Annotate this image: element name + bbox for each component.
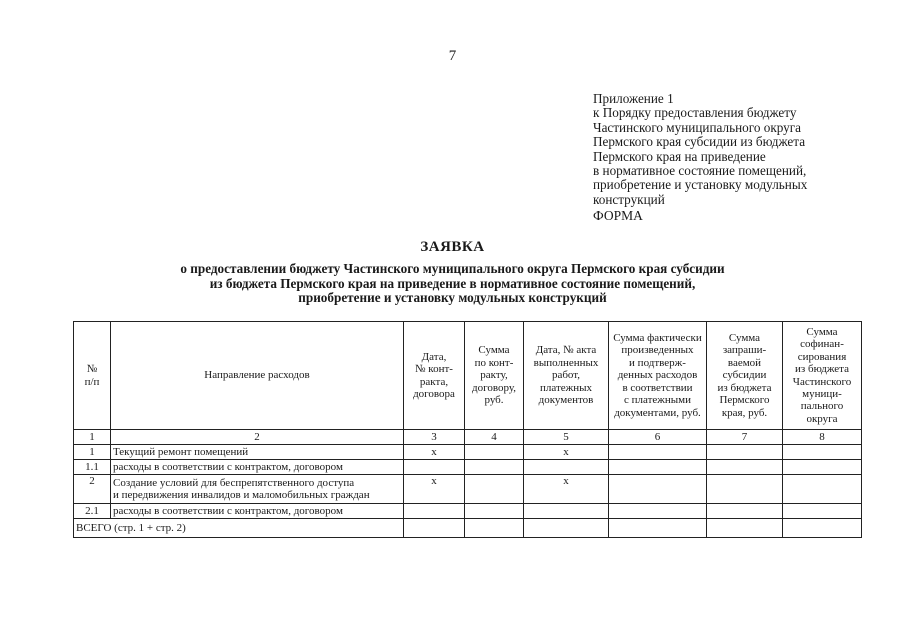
- row-cell: [707, 519, 783, 538]
- row-number: 2.1: [74, 504, 111, 519]
- row-cell: x: [524, 475, 609, 504]
- row-cell: [465, 504, 524, 519]
- column-number: 7: [707, 430, 783, 445]
- column-number: 8: [783, 430, 862, 445]
- column-number: 1: [74, 430, 111, 445]
- row-cell: [707, 475, 783, 504]
- appendix-line: к Порядку предоставления бюджету: [593, 105, 797, 121]
- column-number: 6: [609, 430, 707, 445]
- subtitle-line: из бюджета Пермского края на приведение в нормативное состояние помещений,: [209, 275, 696, 291]
- column-number: 2: [111, 430, 404, 445]
- table-row: [74, 475, 862, 504]
- header-cell-requested-subsidy: Сумма запраши- ваемой субсидии из бюджета Пермского края, руб.: [707, 322, 783, 430]
- row-cell: [524, 460, 609, 475]
- row-number: 1.1: [74, 460, 111, 475]
- form-label: ФОРМА: [593, 208, 643, 223]
- row-cell: x: [524, 445, 609, 460]
- column-number: 3: [404, 430, 465, 445]
- header-cell-actual-expenses: Сумма фактически произведенных и подтверж- денных расходов в соответствии с платежными документами, руб.: [609, 322, 707, 430]
- column-number: 5: [524, 430, 609, 445]
- row-direction: расходы в соответствии с контрактом, договором: [111, 504, 404, 519]
- row-cell: [465, 475, 524, 504]
- row-direction: расходы в соответствии с контрактом, договором: [111, 460, 404, 475]
- header-cell-number: № п/п: [74, 322, 111, 430]
- row-cell: [783, 475, 862, 504]
- row-cell: [524, 504, 609, 519]
- column-number: 4: [465, 430, 524, 445]
- table-row: [74, 445, 862, 460]
- row-cell: x: [404, 445, 465, 460]
- table-row: [74, 504, 862, 519]
- appendix-line: приобретение и установку модульных: [593, 177, 808, 193]
- row-direction: Текущий ремонт помещений: [111, 445, 404, 460]
- table-header-row: [74, 322, 862, 430]
- row-cell: x: [404, 475, 465, 504]
- header-cell-act-date: Дата, № акта выполненных работ, платежных документов: [524, 322, 609, 430]
- row-cell: [609, 519, 707, 538]
- document-title: ЗАЯВКА: [420, 239, 485, 255]
- row-cell: [783, 460, 862, 475]
- total-label: ВСЕГО (стр. 1 + стр. 2): [74, 519, 404, 538]
- header-cell-cofinancing: Сумма софинан- сирования из бюджета Частинского муници- пального округа: [783, 322, 862, 430]
- header-cell-contract-sum: Сумма по конт- ракту, договору, руб.: [465, 322, 524, 430]
- row-cell: [707, 445, 783, 460]
- row-number: 2: [74, 475, 111, 504]
- application-table: [73, 321, 862, 538]
- row-cell: [609, 504, 707, 519]
- document-subtitle: [0, 262, 905, 306]
- appendix-line: в нормативное состояние помещений,: [593, 163, 807, 179]
- table-row: [74, 460, 862, 475]
- row-cell: [707, 460, 783, 475]
- row-cell: [783, 504, 862, 519]
- appendix-line: Приложение 1: [593, 91, 674, 106]
- page-number: 7: [448, 48, 457, 64]
- row-cell: [404, 504, 465, 519]
- subtitle-line: о предоставлении бюджету Частинского муниципального округа Пермского края субсидии: [180, 261, 725, 276]
- appendix-line: Пермского края субсидии из бюджета: [593, 134, 806, 150]
- header-cell-contract-date: Дата, № конт- ракта, договора: [404, 322, 465, 430]
- row-cell: [609, 460, 707, 475]
- total-row: [74, 519, 862, 538]
- appendix-line: Частинского муниципального округа: [593, 119, 801, 135]
- row-cell: [404, 519, 465, 538]
- row-direction: Создание условий для беспрепятственного доступа и передвижения инвалидов и маломобильных граждан: [111, 475, 404, 504]
- subtitle-line: приобретение и установку модульных конструкций: [298, 290, 607, 306]
- row-cell: [404, 460, 465, 475]
- row-cell: [465, 445, 524, 460]
- row-cell: [609, 475, 707, 504]
- appendix-line: конструкций: [593, 191, 665, 207]
- row-number: 1: [74, 445, 111, 460]
- row-cell: [524, 519, 609, 538]
- column-number-row: [74, 430, 862, 445]
- row-cell: [465, 519, 524, 538]
- row-cell: [707, 504, 783, 519]
- header-cell-direction: Направление расходов: [111, 322, 404, 430]
- row-cell: [465, 460, 524, 475]
- appendix-line: Пермского края на приведение: [593, 148, 766, 164]
- row-cell: [783, 519, 862, 538]
- appendix-note: [593, 92, 853, 207]
- row-cell: [783, 445, 862, 460]
- row-cell: [609, 445, 707, 460]
